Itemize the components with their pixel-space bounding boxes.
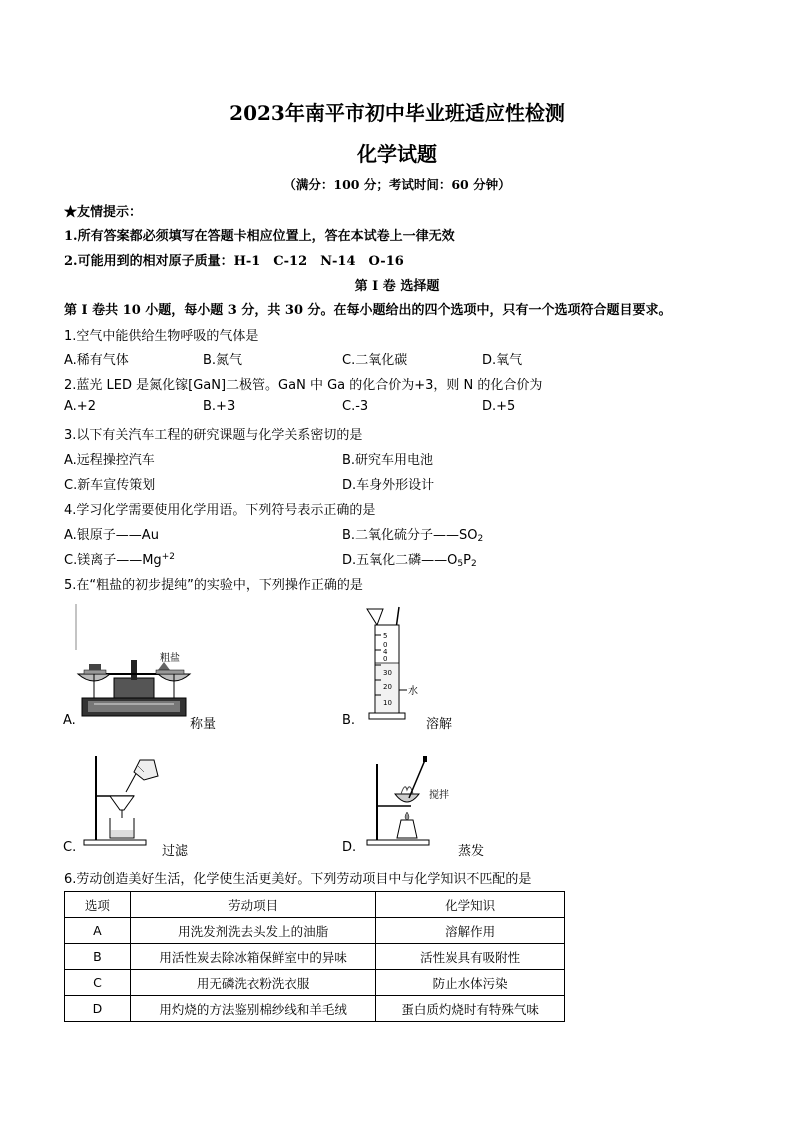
q2-option-c: C.-3 [342,399,369,414]
q2-option-d: D.+5 [482,399,516,414]
table-row [65,970,565,996]
notice-item-2: 2.可能用到的相对原子质量：H-1 C-12 N-14 O-16 [64,254,404,269]
filtration-figure [74,752,174,852]
table-header-cell: 化学知识 [376,892,565,918]
q1-option-b: B.氮气 [203,353,243,368]
q5-option-a-caption: 称量 [190,717,217,732]
q1-option-a: A.稀有气体 [64,353,129,368]
table-cell: 活性炭具有吸附性 [376,944,565,970]
table-cell: A [65,918,131,944]
q5-option-b-letter: B. [342,713,356,728]
table-cell: 溶解作用 [376,918,565,944]
q5-option-d-letter: D. [342,840,357,855]
table-cell: C [65,970,131,996]
q4-option-b: B.二氧化硫分子$——SO_2$ [342,528,484,544]
q4-option-c: C.镁离子$——Mg^{+2}$ [64,552,175,568]
q2-option-b: B.+3 [203,399,236,414]
q5-option-c-letter: C. [63,840,77,855]
svg-text:4: 4 [383,648,388,656]
table-cell: 用洗发剂洗去头发上的油脂 [130,918,375,944]
exam-meta: （满分：100 分；考试时间：60 分钟） [283,177,511,192]
q1-option-d: D.氧气 [482,353,523,368]
table-header-cell: 选项 [65,892,131,918]
table-header-cell: 劳动项目 [130,892,375,918]
svg-text:10: 10 [383,699,392,707]
svg-text:20: 20 [383,683,392,691]
table-row [65,944,565,970]
q5-option-d-caption: 蒸发 [458,844,485,859]
table-cell: 蛋白质灼烧时有特殊气味 [376,996,565,1022]
svg-text:30: 30 [383,669,392,677]
table-cell: D [65,996,131,1022]
q6-stem: 6.劳动创造美好生活，化学使生活更美好。下列劳动项目中与化学知识不匹配的是 [64,872,532,887]
section-title: 第 I 卷 选择题 [354,279,440,294]
q1-option-c: C.二氧化碳 [342,353,408,368]
svg-text:0: 0 [383,655,388,663]
notice-item-1: 1.所有答案都必须填写在答题卡相应位置上，答在本试卷上一律无效 [64,229,455,244]
stir-label: 搅拌 [429,790,449,801]
q3-option-a: A.远程操控汽车 [64,453,155,468]
q5-stem: 5.在“粗盐的初步提纯”的实验中，下列操作正确的是 [64,578,363,593]
q2-option-a: A.+2 [64,399,96,414]
table-cell: 用灼烧的方法鉴别棉纱线和羊毛绒 [130,996,375,1022]
q1-stem: 1.空气中能供给生物呼吸的气体是 [64,329,259,344]
q3-option-c: C.新车宣传策划 [64,478,156,493]
table-cell: B [65,944,131,970]
q6-table [64,891,565,1022]
evaporation-figure [355,752,465,852]
balance-weighing-figure [74,600,194,725]
q2-stem: 2.蓝光 LED 是氮化镓[GaN]二极管。GaN 中 Ga 的化合价为+3，则 N 的化合价为 [64,378,543,393]
q5-option-a-letter: A. [63,713,76,728]
cylinder-dissolving-figure [355,605,425,723]
q5-option-b-caption: 溶解 [426,717,453,732]
q3-option-b: B.研究车用电池 [342,453,434,468]
notice-heading: ★友情提示： [64,205,143,220]
table-row [65,918,565,944]
svg-text:0: 0 [383,641,388,649]
exam-subject: 化学试题 [357,142,437,166]
table-header-row [65,892,565,918]
table-cell: 防止水体污染 [376,970,565,996]
svg-text:5: 5 [383,632,388,640]
q5-option-c-caption: 过滤 [162,844,189,859]
water-label: 水 [408,686,418,697]
table-cell: 用无磷洗衣粉洗衣服 [130,970,375,996]
exam-title: 2023年南平市初中毕业班适应性检测 [229,101,565,125]
table-row [65,996,565,1022]
section-instruction: 第 I 卷共 10 小题，每小题 3 分，共 30 分。在每小题给出的四个选项中，只有一个选项符合题目要求。 [64,303,672,318]
q4-option-d: D.五氧化二磷$——O_5P_2$ [342,553,477,569]
q3-stem: 3.以下有关汽车工程的研究课题与化学关系密切的是 [64,428,363,443]
q4-option-a: A.银原子——Au [64,528,159,543]
q3-option-d: D.车身外形设计 [342,478,435,493]
table-cell: 用活性炭去除冰箱保鲜室中的异味 [130,944,375,970]
q4-stem: 4.学习化学需要使用化学用语。下列符号表示正确的是 [64,503,376,518]
salt-label: 粗盐 [160,653,180,664]
